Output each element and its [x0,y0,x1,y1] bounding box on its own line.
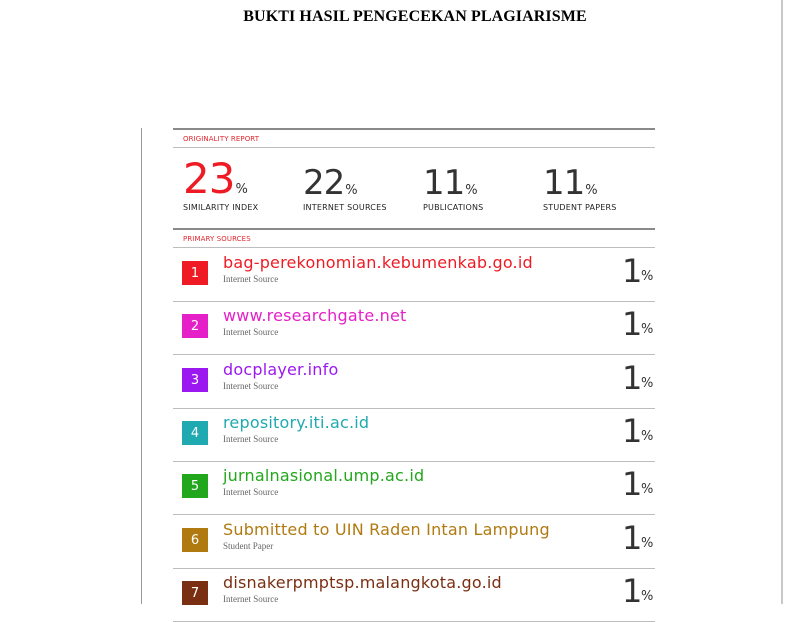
source-name[interactable]: repository.iti.ac.id [223,412,370,432]
source-row [173,356,655,409]
report-top-rule [173,128,655,130]
source-rank-badge: 1 [182,261,208,285]
stat-label: INTERNET SOURCES [303,203,387,212]
stat-percent: % [585,183,598,198]
stat-publications [423,163,484,212]
source-row [173,462,655,515]
stat-value: 11 [543,163,585,203]
source-percent-symbol: % [641,482,654,498]
source-rank-badge: 7 [182,581,208,605]
source-rank-badge: 4 [182,421,208,445]
stat-percent: % [235,182,248,197]
source-row [173,249,655,302]
source-rank-badge: 5 [182,474,208,498]
source-percent-value: 1 [622,518,643,557]
source-percent-symbol: % [641,322,654,338]
source-type: Internet Source [223,380,279,391]
stat-student-papers [543,163,617,212]
primary-sources-label: PRIMARY SOURCES [183,235,251,243]
stat-value: 22 [303,163,345,203]
source-percent-value: 1 [622,252,643,290]
report-rule [173,147,655,148]
source-type: Internet Source [223,433,279,444]
document-title: BUKTI HASIL PENGECEKAN PLAGIARISME [243,8,587,25]
source-name[interactable]: docplayer.info [223,359,339,379]
source-type: Internet Source [223,487,279,498]
report-rule [173,247,655,248]
source-type: Student Paper [223,540,274,551]
source-name[interactable]: disnakerpmptsp.malangkota.go.id [223,572,502,592]
source-percent-symbol: % [641,428,654,444]
source-percent-symbol: % [641,375,654,391]
source-row [173,516,655,569]
stat-percent: % [345,183,358,198]
report-rule [173,228,655,230]
stat-value: 23 [183,154,235,203]
source-name[interactable]: www.researchgate.net [223,306,407,326]
source-type: Internet Source [223,327,279,338]
source-percent-value: 1 [622,465,643,504]
source-rank-badge: 2 [182,314,208,338]
report-left-border [141,128,142,604]
source-name[interactable]: jurnalnasional.ump.ac.id [223,466,425,486]
stat-percent: % [465,183,478,198]
source-row [173,409,655,462]
source-name[interactable]: bag-perekonomian.kebumenkab.go.id [223,253,533,272]
stat-label: PUBLICATIONS [423,203,484,212]
source-percent-symbol: % [641,269,654,284]
stat-internet-sources [303,163,387,212]
source-rank-badge: 3 [182,368,208,392]
source-rank-badge: 6 [182,528,208,552]
stat-label: SIMILARITY INDEX [183,203,259,212]
source-type: Internet Source [223,274,279,284]
source-name[interactable]: Submitted to UIN Raden Intan Lampung [223,519,550,539]
source-percent-value: 1 [622,305,643,344]
originality-report-label: ORIGINALITY REPORT [183,135,260,143]
source-row [173,569,655,622]
stat-label: STUDENT PAPERS [543,203,617,212]
source-percent-symbol: % [641,588,654,604]
source-percent-value: 1 [622,571,643,610]
source-type: Internet Source [223,593,279,604]
source-percent-symbol: % [641,535,654,551]
page-edge [781,0,783,604]
stat-similarity-index [183,154,259,212]
source-row [173,302,655,355]
stat-value: 11 [423,163,465,203]
source-percent-value: 1 [622,411,643,450]
source-percent-value: 1 [622,358,643,397]
